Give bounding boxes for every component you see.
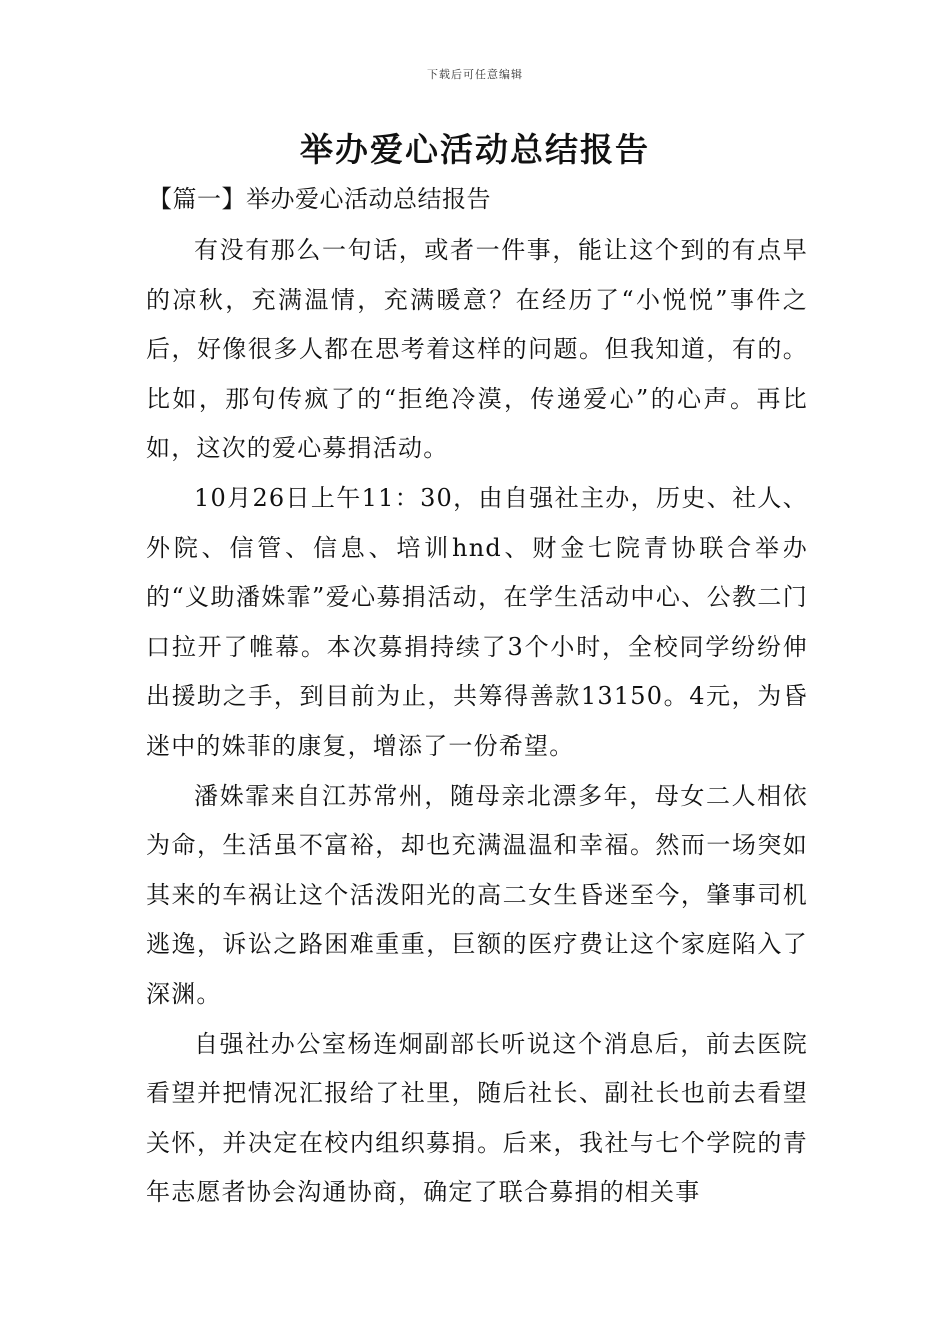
document-body — [146, 226, 808, 1218]
paragraph-4: 自强社办公室杨连炯副部长听说这个消息后，前去医院看望并把情况汇报给了社里，随后社长、副社长也前去看望关怀，并决定在校内组织募捐。后来，我社与七个学院的青年志愿者协会沟通协商，确定了联合募捐的相关事 — [146, 1029, 808, 1207]
paragraph-2: 10月26日上午11：30，由自强社主办，历史、社人、外院、信管、信息、培训hnd、财金七院青协联合举办的“义助潘姝霏”爱心募捐活动，在学生活动中心、公教二门口拉开了帷幕。本次募捐持续了3个小时，全校同学纷纷伸出援助之手，到目前为止，共筹得善款13150。4元，为昏迷中的姝菲的康复，增添了一份希望。 — [146, 483, 808, 760]
header-note: 下载后可任意编辑 — [427, 68, 523, 81]
paragraph-3: 潘姝霏来自江苏常州，随母亲北漂多年，母女二人相依为命，生活虽不富裕，却也充满温温和幸福。然而一场突如其来的车祸让这个活泼阳光的高二女生昏迷至今，肇事司机逃逸，诉讼之路困难重重，巨额的医疗费让这个家庭陷入了深渊。 — [146, 781, 808, 1008]
document-title: 举办爱心活动总结报告 — [300, 130, 650, 169]
section-heading: 【篇一】举办爱心活动总结报告 — [148, 185, 491, 213]
paragraph-1: 有没有那么一句话，或者一件事，能让这个到的有点早的凉秋，充满温情，充满暖意？在经历了“小悦悦”事件之后，好像很多人都在思考着这样的问题。但我知道，有的。比如，那句传疯了的“拒绝冷漠，传递爱心”的心声。再比如，这次的爱心募捐活动。 — [146, 236, 808, 463]
